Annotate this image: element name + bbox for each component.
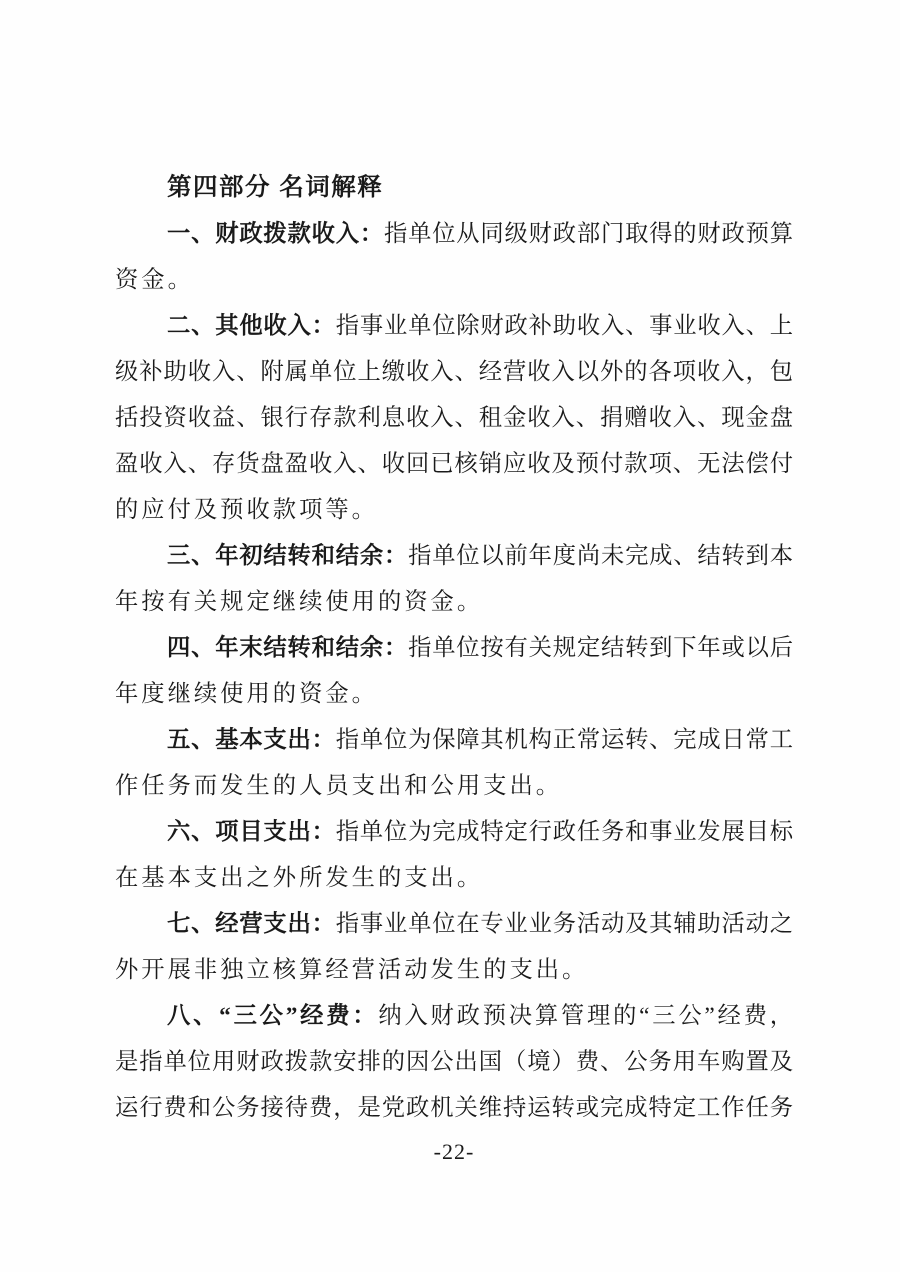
definition-2-line-5: 的应付及预收款项等。 [115,497,378,523]
definition-7-line-2: 外开展非独立核算经营活动发生的支出。 [115,957,589,983]
definition-3-text: 指单位以前年度尚未完成、结转到本 [408,543,794,569]
definition-8-line-1 [115,993,793,1039]
definition-6-term: 六、项目支出： [167,819,336,845]
definition-2-text: 指事业单位除财政补助收入、事业收入、上 [335,313,794,339]
definition-5-line-1 [115,717,793,763]
definition-2-line-4: 盈收入、存货盘盈收入、收回已核销应收及预付款项、无法偿付 [115,451,793,477]
definition-3-term: 三、年初结转和结余： [167,543,409,569]
definition-7-line-1 [115,901,793,947]
page-number: -22- [433,1139,475,1164]
definition-6-line-2: 在基本支出之外所发生的支出。 [115,865,484,891]
definition-1-line-2: 资金。 [115,267,194,293]
definition-7-term: 七、经营支出： [167,911,336,937]
definition-4-text: 指单位按有关规定结转到下年或以后 [408,635,794,661]
definition-3-line-2: 年按有关规定继续使用的资金。 [115,589,484,615]
definition-8-text: 纳入财政预决算管理的“三公”经费， [378,1003,793,1029]
definition-5-line-2: 作任务而发生的人员支出和公用支出。 [115,773,563,799]
definition-4-line-2: 年度继续使用的资金。 [115,681,378,707]
definition-2-term: 二、其他收入： [167,313,336,339]
definition-4-term: 四、年末结转和结余： [167,635,409,661]
definition-8-line-3: 运行费和公务接待费，是党政机关维持运转或完成特定工作任务 [115,1095,793,1121]
text-block [115,165,793,1173]
definition-3-line-1 [115,533,793,579]
definition-5-term: 五、基本支出： [167,727,336,753]
section-title: 第四部分 名词解释 [167,174,384,201]
definition-6-text: 指单位为完成特定行政任务和事业发展目标 [335,819,794,845]
definition-6-line-1 [115,809,793,855]
definition-7-text: 指事业单位在专业业务活动及其辅助活动之 [335,911,794,937]
definition-2-line-3: 括投资收益、银行存款利息收入、租金收入、捐赠收入、现金盘 [115,405,793,431]
definition-1-line-1 [115,211,793,257]
definition-8-term: 八、“三公”经费： [167,1003,379,1029]
definition-4-line-1 [115,625,793,671]
definition-2-line-2: 级补助收入、附属单位上缴收入、经营收入以外的各项收入，包 [115,359,793,385]
definition-8-line-2: 是指单位用财政拨款安排的因公出国（境）费、公务用车购置及 [115,1049,793,1075]
definition-1-term: 一、财政拨款收入： [167,221,384,247]
definition-1-text: 指单位从同级财政部门取得的财政预算 [383,221,794,247]
definition-2-line-1 [115,303,793,349]
definition-5-text: 指单位为保障其机构正常运转、完成日常工 [335,727,794,753]
